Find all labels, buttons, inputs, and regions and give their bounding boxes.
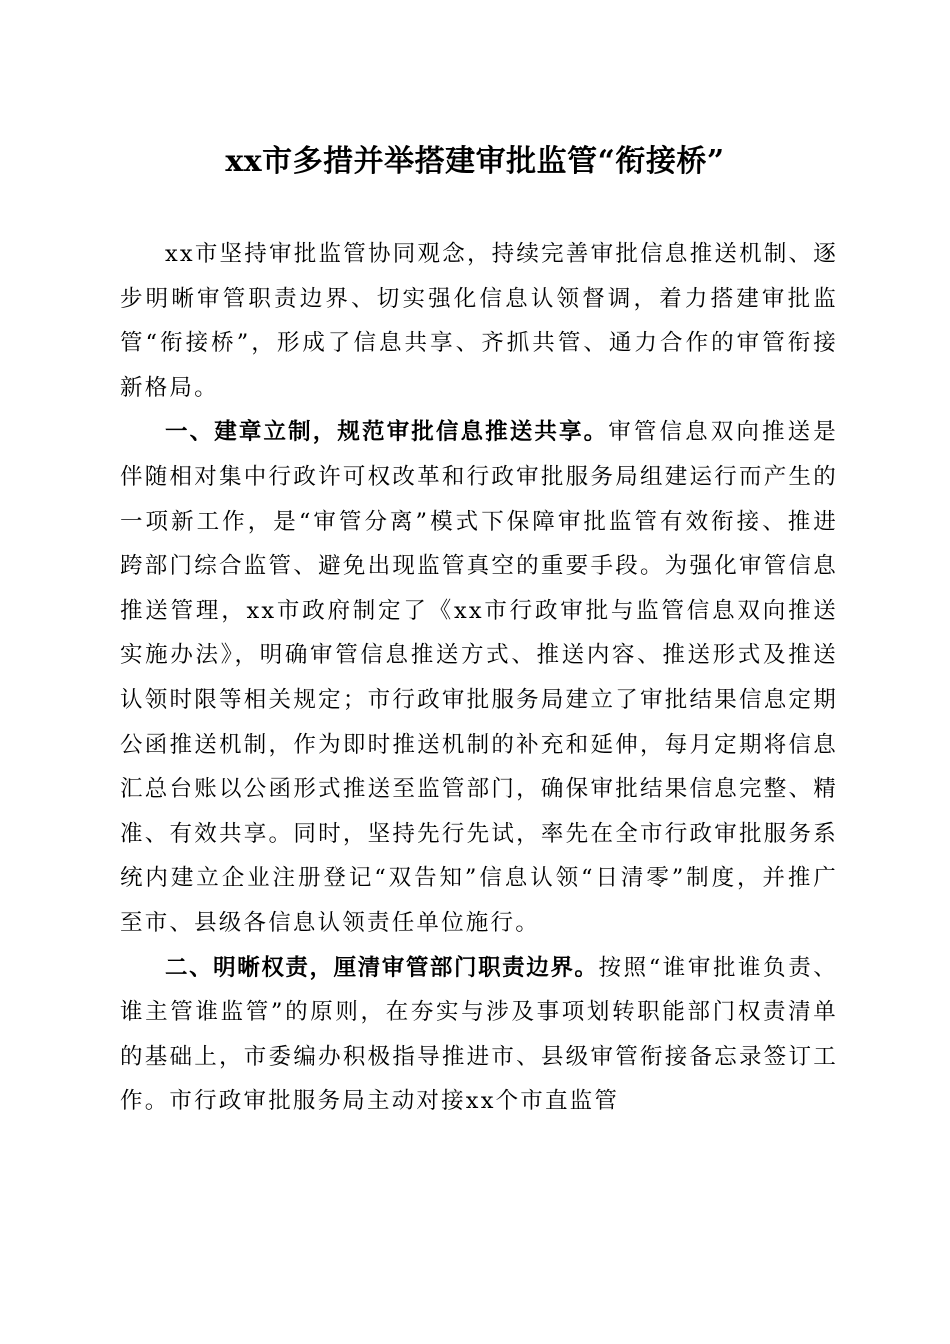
section-1-heading: 一、建章立制，规范审批信息推送共享。 <box>165 419 609 446</box>
document-title: xx市多措并举搭建审批监管“衔接桥” <box>225 144 725 179</box>
section-1-text: 审管信息双向推送是伴随相对集中行政许可权改革和行政审批服务局组建运行而产生的一项新工作，是“审管分离”模式下保障审批监管有效衔接、推进跨部门综合监管、避免出现监管真空的重要手段。为强化审管信息推送管理，xx市政府制定了《xx市行政审批与监管信息双向推送实施办法》，明确审管信息推送方式、推送内容、推送形式及推送认领时限等相关规定；市行政审批服务局建立了审批结果信息定期公函推送机制，作为即时推送机制的补充和延伸，每月定期将信息汇总台账以公函形式推送至监管部门，确保审批结果信息完整、精准、有效共享。同时，坚持先行先试，率先在全市行政审批服务系统内建立企业注册登记“双告知”信息认领“日清零”制度，并推广至市、县级各信息认领责任单位施行。 <box>120 419 838 936</box>
intro-paragraph: xx市坚持审批监管协同观念，持续完善审批信息推送机制、逐步明晰审管职责边界、切实强化信息认领督调，着力搭建审批监管“衔接桥”，形成了信息共享、齐抓共管、通力合作的审管衔接新格局。 <box>120 241 838 401</box>
section-2-heading: 二、明晰权责，厘清审管部门职责边界。 <box>165 954 599 981</box>
section-2-paragraph <box>120 946 838 1124</box>
document-body <box>120 232 838 1124</box>
section-2-text: 按照“谁审批谁负责、谁主管谁监管”的原则，在夯实与涉及事项划转职能部门权责清单的基础上，市委编办积极指导推进市、县级审管衔接备忘录签订工作。市行政审批服务局主动对接xx个市直监管 <box>120 954 838 1115</box>
section-1-paragraph <box>120 410 838 945</box>
